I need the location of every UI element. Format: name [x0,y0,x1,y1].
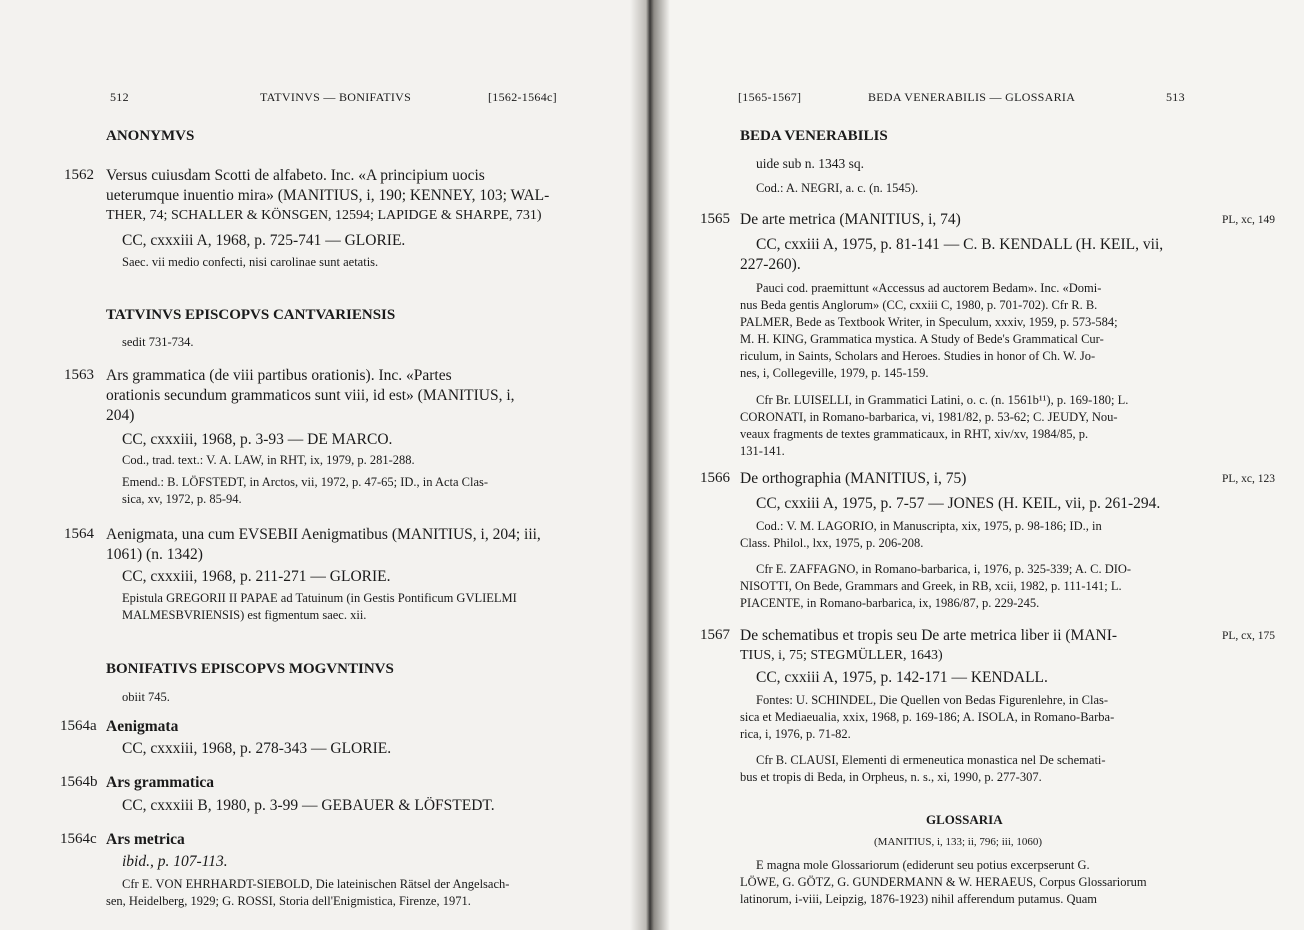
note-line: E magna mole Glossariorum (ediderunt seu potius excerpserunt G. [756,858,1090,872]
note-line: sica et Mediaeualia, xxix, 1968, p. 169-186; A. ISOLA, in Romano-Barba- [740,710,1115,724]
section-heading: BEDA VENERABILIS [740,128,888,144]
note-line: Class. Philol., lxx, 1975, p. 206-208. [740,536,924,550]
note-line: riculum, in Saints, Scholars and Heroes. Studies in honor of Ch. W. Jo- [740,349,1096,363]
note-line: Cfr E. VON EHRHARDT-SIEBOLD, Die lateinischen Rätsel der Angelsach- [122,877,510,891]
left-page [0,0,648,930]
entry-title: Aenigmata [106,718,179,735]
note-line: Cfr E. ZAFFAGNO, in Romano-barbarica, i, 1976, p. 325-339; A. C. DIO- [756,562,1132,576]
note-line: Emend.: B. LÖFSTEDT, in Arctos, vii, 1972, p. 47-65; ID., in Acta Clas- [122,475,489,489]
entry-line: TIUS, i, 75; STEGMÜLLER, 1643) [740,648,943,663]
entry-number: 1564b [60,774,98,790]
note-line: Fontes: U. SCHINDEL, Die Quellen von Bedas Figurenlehre, in Clas- [756,693,1109,707]
edition-line: CC, cxxxiii, 1968, p. 211-271 — GLORIE. [122,568,391,585]
page-number: 513 [1166,90,1185,104]
note-line: CORONATI, in Romano-barbarica, vi, 1981/82, p. 53-62; C. JEUDY, Nou- [740,410,1118,424]
entry-line: 204) [106,407,135,424]
note-line: bus et tropis di Beda, in Orpheus, n. s., xi, 1990, p. 277-307. [740,770,1042,784]
entry-line: Aenigmata, una cum EVSEBII Aenigmatibus (MANITIUS, i, 204; iii, [106,526,541,543]
note-line: Cod.: A. NEGRI, a. c. (n. 1545). [756,181,919,195]
edition-line: CC, cxxxiii A, 1968, p. 725-741 — GLORIE. [122,232,406,249]
note-line: Saec. vii medio confecti, nisi carolinae sunt aetatis. [122,255,379,269]
edition-line: CC, cxxxiii B, 1980, p. 3-99 — GEBAUER & LÖFSTEDT. [122,797,495,814]
entry-line: 1061) (n. 1342) [106,546,203,563]
entry-line: THER, 74; SCHALLER & KÖNSGEN, 12594; LAPIDGE & SHARPE, 731) [106,208,542,223]
note-line: PIACENTE, in Romano-barbarica, ix, 1986/87, p. 229-245. [740,596,1040,610]
edition-line: CC, cxxiii A, 1975, p. 81-141 — C. B. KENDALL (H. KEIL, vii, [756,236,1164,253]
edition-line: CC, cxxxiii, 1968, p. 3-93 — DE MARCO. [122,431,393,448]
note-line: Epistula GREGORII II PAPAE ad Tatuinum (in Gestis Pontificum GVLIELMI [122,591,517,605]
section-heading: TATVINVS EPISCOPVS CANTVARIENSIS [106,307,396,323]
entry-range: [1562-1564c] [488,90,557,104]
note-line: LÖWE, G. GÖTZ, G. GUNDERMANN & W. HERAEUS, Corpus Glossariorum [740,875,1147,889]
entry-number: 1567 [700,627,730,643]
note-line: Cfr Br. LUISELLI, in Grammatici Latini, o. c. (n. 1561b¹¹), p. 169-180; L. [756,393,1129,407]
note-line: obiit 745. [122,690,170,704]
note-line: veaux fragments de textes grammaticaux, in RHT, xiv/xv, 1984/85, p. [740,427,1089,441]
edition-line: CC, cxxiii A, 1975, p. 142-171 — KENDALL. [756,669,1048,686]
note-line: (MANITIUS, i, 133; ii, 796; iii, 1060) [874,836,1043,848]
entry-line: orationis secundum grammaticos sunt viii, id est» (MANITIUS, i, [106,387,515,404]
entry-line: De arte metrica (MANITIUS, i, 74) [740,211,961,228]
entry-number: 1562 [64,167,94,183]
edition-line: CC, cxxiii A, 1975, p. 7-57 — JONES (H. KEIL, vii, p. 261-294. [756,495,1161,512]
note-line: 131-141. [740,444,785,458]
note-line: M. H. KING, Grammatica mystica. A Study of Bede's Grammatical Cur- [740,332,1104,346]
running-title: TATVINVS — BONIFATIVS [260,90,412,104]
entry-line: De orthographia (MANITIUS, i, 75) [740,470,967,487]
note-line: Cod.: V. M. LAGORIO, in Manuscripta, xix, 1975, p. 98-186; ID., in [756,519,1102,533]
section-heading: ANONYMVS [106,128,195,144]
pl-reference: PL, xc, 123 [1222,473,1276,485]
entry-title: Ars grammatica [106,774,215,791]
section-heading: GLOSSARIA [926,812,1003,827]
note-line: NISOTTI, On Bede, Grammars and Greek, in RB, xcii, 1982, p. 111-141; L. [740,579,1122,593]
entry-number: 1564c [60,831,97,847]
note-line: nes, i, Collegeville, 1979, p. 145-159. [740,366,929,380]
note-line: MALMESBVRIENSIS) est figmentum saec. xii. [122,608,367,622]
note-line: uide sub n. 1343 sq. [756,156,864,171]
entry-number: 1565 [700,211,730,227]
edition-line: ibid., p. 107-113. [122,853,228,870]
note-line: Cod., trad. text.: V. A. LAW, in RHT, ix, 1979, p. 281-288. [122,453,415,467]
note-line: sedit 731-734. [122,335,194,349]
edition-line: 227-260). [740,256,801,273]
section-heading: BONIFATIVS EPISCOPVS MOGVNTINVS [106,661,394,677]
note-line: Pauci cod. praemittunt «Accessus ad auctorem Bedam». Inc. «Domi- [756,281,1102,295]
entry-line: De schematibus et tropis seu De arte metrica liber ii (MANI- [740,627,1118,644]
note-line: Cfr B. CLAUSI, Elementi di ermeneutica monastica nel De schemati- [756,753,1106,767]
entry-line: Versus cuiusdam Scotti de alfabeto. Inc. «A principium uocis [106,167,485,184]
note-line: PALMER, Bede as Textbook Writer, in Speculum, xxxiv, 1959, p. 573-584; [740,315,1118,329]
right-page [656,0,1304,930]
entry-number: 1564a [60,718,97,734]
entry-number: 1563 [64,367,94,383]
entry-number: 1566 [700,470,730,486]
entry-range: [1565-1567] [738,90,802,104]
edition-line: CC, cxxxiii, 1968, p. 278-343 — GLORIE. [122,740,392,757]
book-gutter [630,0,670,930]
entry-line: ueterumque inuentio mira» (MANITIUS, i, 190; KENNEY, 103; WAL- [106,187,550,204]
note-line: rica, i, 1976, p. 71-82. [740,727,851,741]
note-line: sen, Heidelberg, 1929; G. ROSSI, Storia dell'Enigmistica, Firenze, 1971. [106,894,471,908]
pl-reference: PL, cx, 175 [1222,630,1276,642]
entry-line: Ars grammatica (de viii partibus orationis). Inc. «Partes [106,367,452,384]
note-line: nus Beda gentis Anglorum» (CC, cxxiii C, 1980, p. 701-702). Cfr R. B. [740,298,1098,312]
page-number: 512 [110,90,129,104]
note-line: latinorum, i-viii, Leipzig, 1876-1923) nihil afferendum putamus. Quam [740,892,1097,906]
pl-reference: PL, xc, 149 [1222,214,1276,226]
running-title: BEDA VENERABILIS — GLOSSARIA [868,90,1076,104]
entry-title: Ars metrica [106,831,185,848]
entry-number: 1564 [64,526,94,542]
note-line: sica, xv, 1972, p. 85-94. [122,492,242,506]
